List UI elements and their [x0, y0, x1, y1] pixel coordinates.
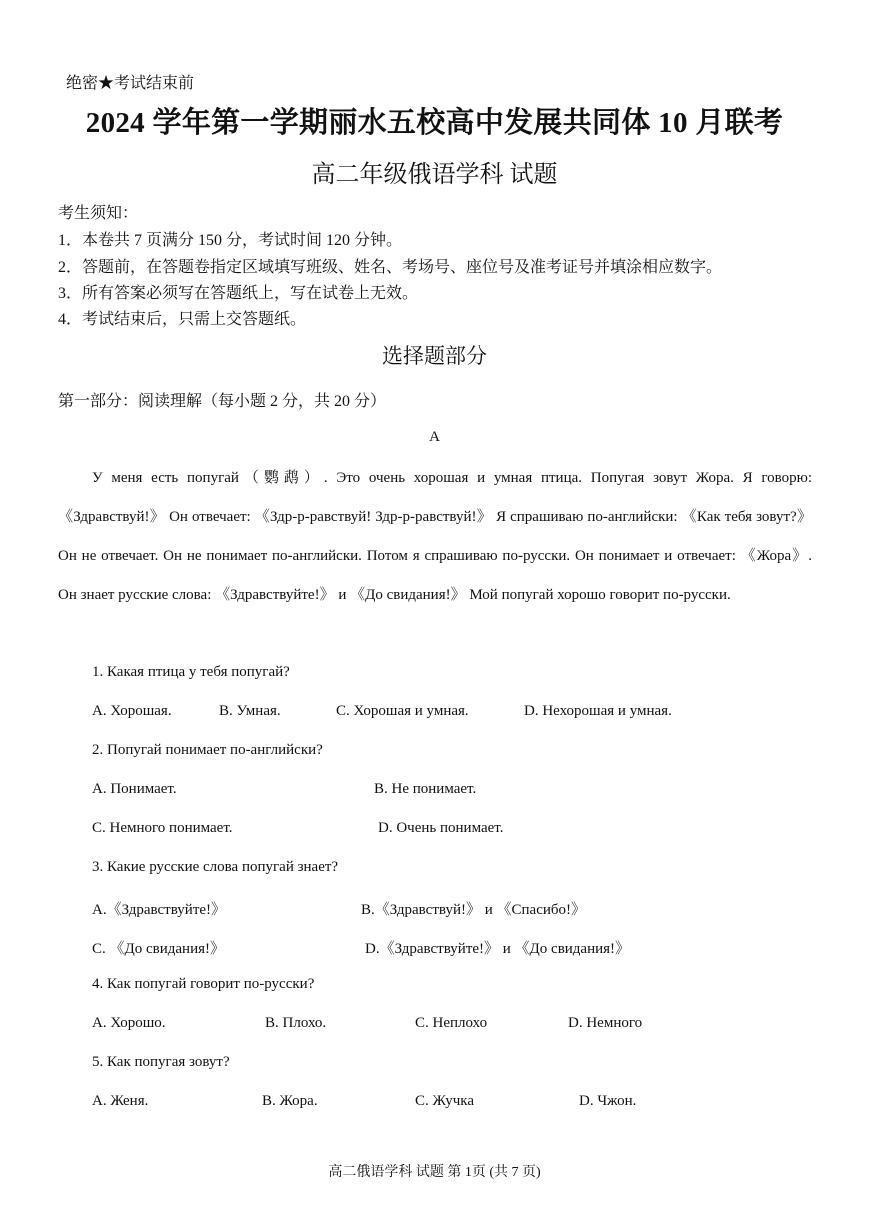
note-item: 2．答题前，在答题卷指定区域填写班级、姓名、考场号、座位号及准考证号并填涂相应数字。 [58, 259, 723, 276]
q4-option-b: B. Плохо. [265, 1015, 327, 1031]
q5-option-d: D. Чжон. [579, 1093, 637, 1109]
q1-option-d: D. Нехорошая и умная. [524, 703, 672, 719]
q4-option-d: D. Немного [568, 1015, 643, 1031]
passage-label: A [429, 429, 440, 445]
note-item: 3．所有答案必须写在答题纸上，写在试卷上无效。 [58, 285, 419, 302]
q1-option-c: C. Хорошая и умная. [336, 703, 469, 719]
part-title: 第一部分：阅读理解（每小题 2 分，共 20 分） [58, 393, 387, 410]
reading-passage: У меня есть попугай（鹦鹉）. Это очень хорошая и умная птица. Попугая зовут Жора. Я говорю: 《Здравствуй!》 Он отвечает: 《Здр-р-равствуй! Здр-р-равствуй!》 Я спрашиваю по-английски: 《Как тебя зовут?》 Он не отвечает. Он не понимает по-английски. Потом я спрашиваю по-русски. Он понимает и отвечает: 《Жора》. Он знает русские слова: 《Здравствуйте!》 и 《До свидания!》 Мой попугай хорошо говорит по-русски. [58, 470, 812, 603]
exam-subtitle: 高二年级俄语学科 试题 [311, 162, 558, 188]
q3-option-d: D.《Здравствуйте!》 и 《До свидания!》 [365, 941, 631, 957]
question-3: 3. Какие русские слова попугай знает? [92, 859, 339, 875]
question-5: 5. Как попугая зовут? [92, 1054, 230, 1070]
confidential-mark: 绝密★考试结束前 [66, 75, 195, 92]
q2-option-d: D. Очень понимает. [378, 820, 504, 836]
q1-option-b: B. Умная. [219, 703, 281, 719]
q4-option-c: C. Неплохо [415, 1015, 488, 1031]
exam-title: 2024 学年第一学期丽水五校高中发展共同体 10 月联考 [85, 107, 784, 139]
q2-option-c: C. Немного понимает. [92, 820, 233, 836]
notes-heading: 考生须知： [58, 205, 139, 222]
q5-option-b: B. Жора. [262, 1093, 318, 1109]
q5-option-a: A. Женя. [92, 1093, 149, 1109]
q1-option-a: A. Хорошая. [92, 703, 172, 719]
question-4: 4. Как попугай говорит по-русски? [92, 976, 315, 992]
note-item: 1．本卷共 7 页满分 150 分，考试时间 120 分钟。 [58, 232, 403, 249]
section-title: 选择题部分 [382, 344, 487, 368]
q3-option-b: B.《Здравствуй!》 и 《Спасибо!》 [361, 902, 587, 918]
q2-option-b: B. Не понимает. [374, 781, 477, 797]
q3-option-c: C. 《До свидания!》 [92, 941, 225, 957]
page-footer: 高二俄语学科 试题 第 1页 (共 7 页) [328, 1165, 541, 1180]
q3-option-a: A.《Здравствуйте!》 [92, 902, 227, 918]
question-2: 2. Попугай понимает по-английски? [92, 742, 323, 758]
q4-option-a: A. Хорошо. [92, 1015, 166, 1031]
q5-option-c: C. Жучка [415, 1093, 474, 1109]
question-1: 1. Какая птица у тебя попугай? [92, 664, 290, 680]
q2-option-a: A. Понимает. [92, 781, 177, 797]
note-item: 4．考试结束后，只需上交答题纸。 [58, 311, 307, 328]
